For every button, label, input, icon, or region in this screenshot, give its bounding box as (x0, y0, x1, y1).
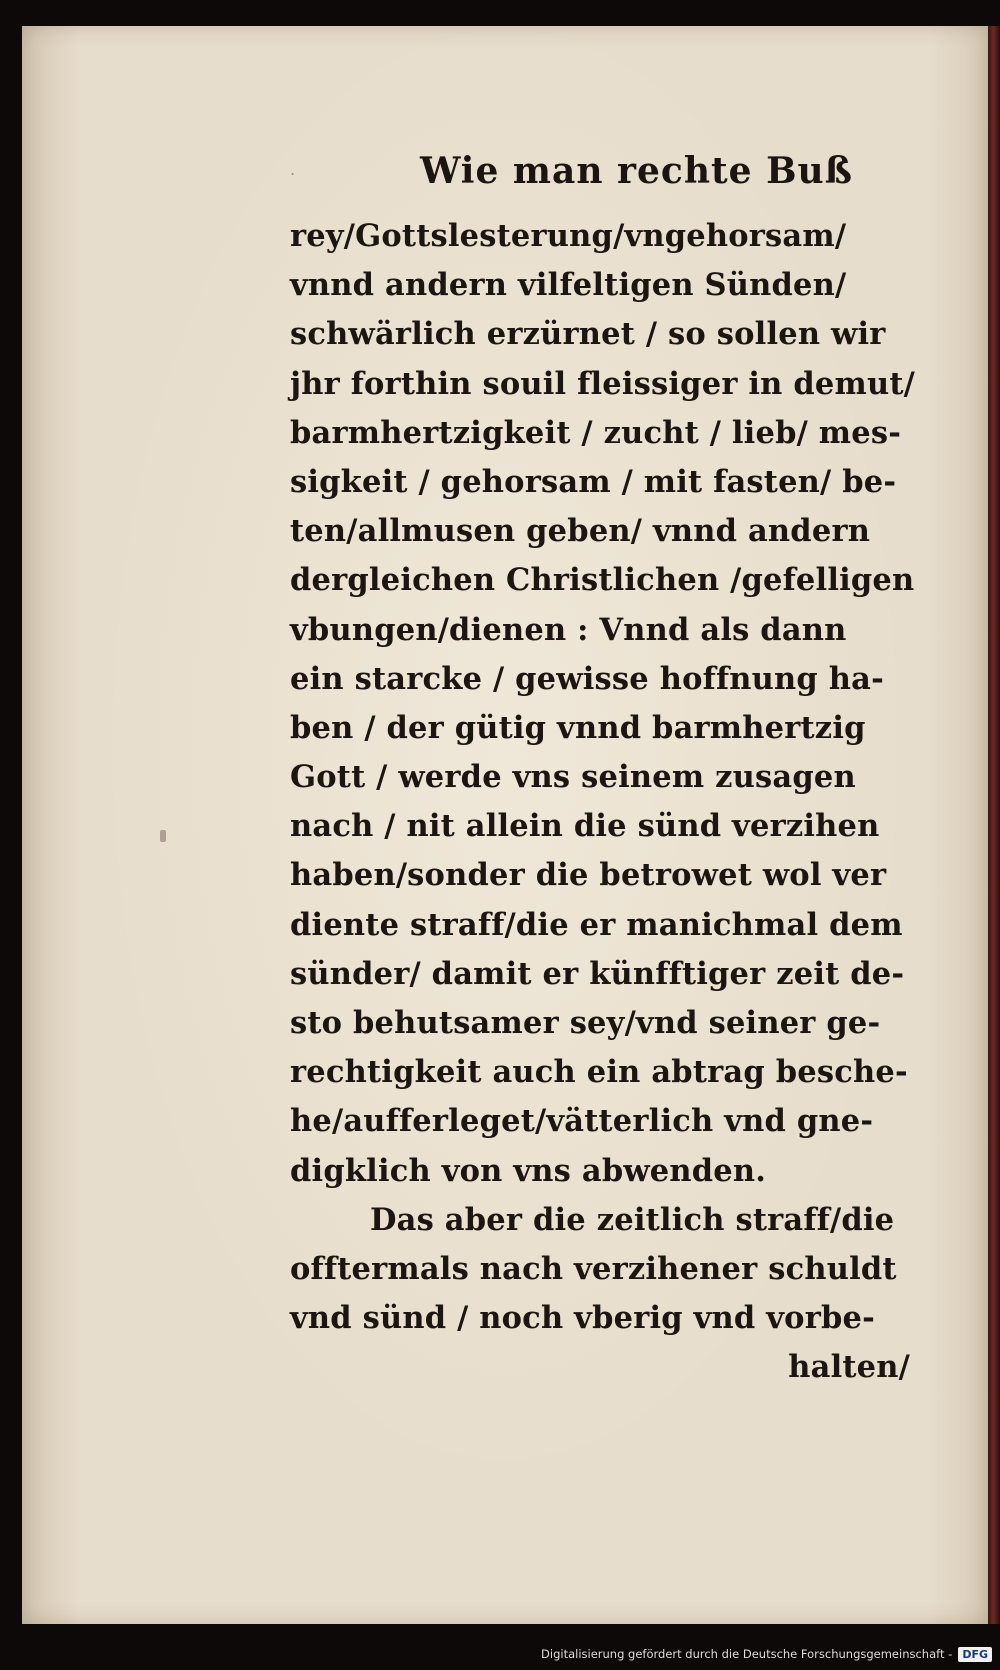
text-line: sto behutsamer sey/vnd seiner ge- (290, 1005, 881, 1041)
text-line: schwärlich erzürnet / so sollen wir (290, 316, 886, 353)
dfg-logo: DFG (958, 1647, 992, 1662)
text-line: sünder/ damit er künfftiger zeit de- (290, 955, 905, 992)
text-line: haben/sonder die betrowet wol ver (290, 857, 887, 894)
text-line: vnnd andern vilfeltigen Sünden/ (290, 267, 847, 304)
text-line: offtermals nach verzihener schuldt (290, 1250, 897, 1287)
text-line: Gott / werde vns seinem zusagen (290, 759, 856, 796)
text-line: jhr forthin souil fleissiger in demut/ (290, 365, 915, 402)
footer-credit: Digitalisierung gefördert durch die Deutsche Forschungsgemeinschaft - (541, 1647, 953, 1661)
digitization-footer (541, 1644, 992, 1664)
catchword: halten/ (788, 1349, 910, 1386)
page-mark: . (290, 160, 296, 179)
text-line: dergleichen Christlichen /gefelligen (290, 562, 915, 599)
text-line: diente straff/die er manichmal dem (290, 906, 903, 943)
book-edge (988, 26, 1000, 1624)
text-line: rey/Gottslesterung/vngehorsam/ (290, 218, 847, 254)
text-line: digklich von vns abwenden. (290, 1152, 767, 1189)
text-block (290, 212, 930, 1393)
text-line: ten/allmusen geben/ vnnd andern (290, 513, 871, 550)
text-line: rechtigkeit auch ein abtrag besche- (290, 1054, 908, 1091)
text-line: ein starcke / gewisse hoffnung ha- (290, 660, 884, 697)
text-line: ben / der gütig vnnd barmhertzig (290, 709, 866, 746)
text-line: nach / nit allein die sünd verzihen (290, 808, 880, 845)
text-line: barmhertzigkeit / zucht / lieb/ mes- (290, 414, 902, 451)
text-line: vnd sünd / noch vberig vnd vorbe- (290, 1300, 875, 1337)
text-line: he/aufferleget/vätterlich vnd gne- (290, 1103, 874, 1140)
running-head: Wie man rechte Buß (420, 150, 854, 192)
ink-speck (160, 830, 166, 842)
text-line: vbungen/dienen : Vnnd als dann (290, 611, 847, 648)
paragraph-start-line: Das aber die zeitlich straff/die (370, 1201, 895, 1238)
text-line: sigkeit / gehorsam / mit fasten/ be- (290, 463, 897, 500)
